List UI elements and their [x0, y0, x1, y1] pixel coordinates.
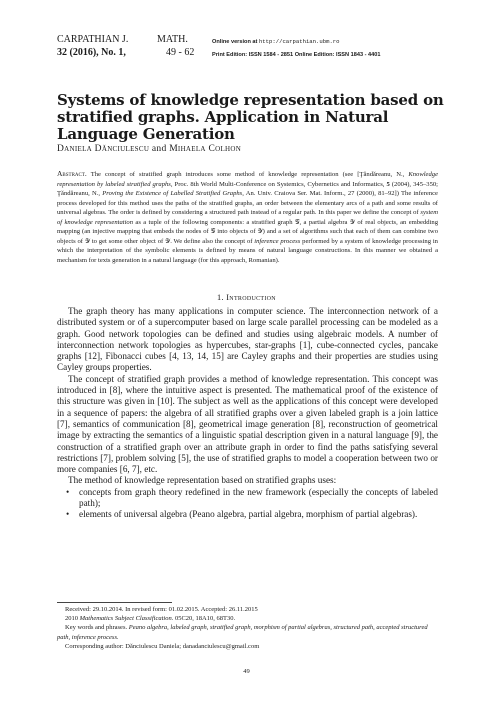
page-range: 49 - 62 [166, 47, 195, 58]
author-2: Mihaela Colhon [169, 144, 242, 154]
body-text [57, 306, 438, 521]
paragraph: The concept of stratified graph provides a method of knowledge representation. This concept was introduced in [8], where the intuitive aspect is presented. The mathematical proof of the existence of this structure was given in [10]. The subject as well as the applications of this concept were developed in a sequence of papers: the algebra of all stratified graphs over a given labeled graph is a join lattice [7], semantics of communication [8], geometrical image generation [8], reconstruction of geometrical image by extracting the semantics of a linguistic spatial description given in a natural language [9], the construction of a stratified graph over an attribute graph in order to find the paths satisfying several restrictions [7], problem solving [5], the use of stratified graphs to model a cooperation between two or more companies [6, 7], etc. [57, 373, 438, 475]
msc-classification: 2010 Mathematics Subject Classification. 05C20, 18A10, 68T30. [65, 615, 236, 623]
abstract-label: Abstract. [57, 169, 87, 178]
keywords: Key words and phrases. Peano algebra, labeled graph, stratified graph, morphism of partial algebras, structured path, accepted structured path, inference process. [57, 624, 428, 641]
paragraph: The method of knowledge representation based on stratified graphs uses: [68, 475, 337, 486]
author-line [57, 144, 241, 154]
journal-header [57, 33, 437, 61]
online-url[interactable]: http://carpathian.ubm.ro [258, 38, 340, 45]
author-1: Daniela Dănciulescu [57, 144, 150, 154]
footnote-divider [57, 602, 172, 603]
abstract: Abstract. The concept of stratified graph introduces some method of knowledge representation (see [Ţăndăreanu, N., Knowledge representation by labeled stratified graphs, Proc. 8th World Multi-Conference on Systemics, Cybernetics and Informatics, 5 (2004), 345–350; Ţăndăreanu, N., Proving the Existence of Labelled Stratified Graphs, An. Univ. Craiova Ser. Mat. Inform., 27 (2000), 81–92]) The inference process developed for this method uses the paths of the stratified graphs, an order between the elementary arcs of a path and some results of universal algebras. The order is defined by considering a structured path instead of a regular path. In this paper we define the concept of system of knowledge representation as a tuple of the following components: a stratified graph 𝒢, a partial algebra 𝒴 of real objects, an embedding mapping (an injective mapping that embeds the nodes of 𝒢 into objects of 𝒴) and a set of algorithms such that each of them can combine two objects of 𝒴 to get some other object of 𝒴. We define also the concept of inference process performed by a system of knowledge processing in which the interpretation of the symbolic elements is defined by means of natural language constructions. In this manner we obtained a mechanism for texts generation in a natural language (for this approach, Romanian). [57, 169, 439, 264]
online-version: Online version at http://carpathian.ubm.ro [212, 38, 340, 45]
footnotes [57, 605, 438, 651]
page-number: 49 [243, 668, 250, 675]
list-item: • concepts from graph theory redefined in the new framework (especially the concepts of labeled path); [66, 486, 438, 509]
journal-name: CARPATHIAN J. [57, 34, 129, 45]
journal-subject: MATH. [157, 34, 188, 45]
paragraph: The graph theory has many applications in computer science. The interconnection network of a distributed system or of a supercomputer based on large scale parallel processing can be modeled as a graph. Good network topologies can be defined and studies using algebraic models. A number of interconnection network topologies as hypercubes, star-graphs [1], cube-connected cycles, pancake graphs [12], Fibonacci cubes [4, 13, 14, 15] are Cayley graphs and their properties are studies using Cayley groups properties. [57, 306, 438, 373]
corresponding-author: Corresponding author: Dănciulescu Daniela; danadanciulescu@gmail.com [65, 642, 260, 650]
journal-volume: 32 (2016), No. 1, [57, 47, 126, 58]
received-dates: Received: 29.10.2014. In revised form: 01.02.2015. Accepted: 26.11.2015 [65, 606, 258, 613]
bullet-icon: • [66, 509, 70, 520]
paper-title: Systems of knowledge representation based on stratified graphs. Application in Natural Language Generation [57, 91, 444, 143]
print-edition: Print Edition: ISSN 1584 - 2851 Online Edition: ISSN 1843 - 4401 [212, 52, 381, 58]
author-and: and [151, 144, 167, 154]
list-item: • elements of universal algebra (Peano algebra, partial algebra, morphism of partial algebras). [66, 509, 418, 520]
bullet-icon: • [66, 486, 70, 497]
section-heading: 1. Introduction [217, 293, 276, 302]
